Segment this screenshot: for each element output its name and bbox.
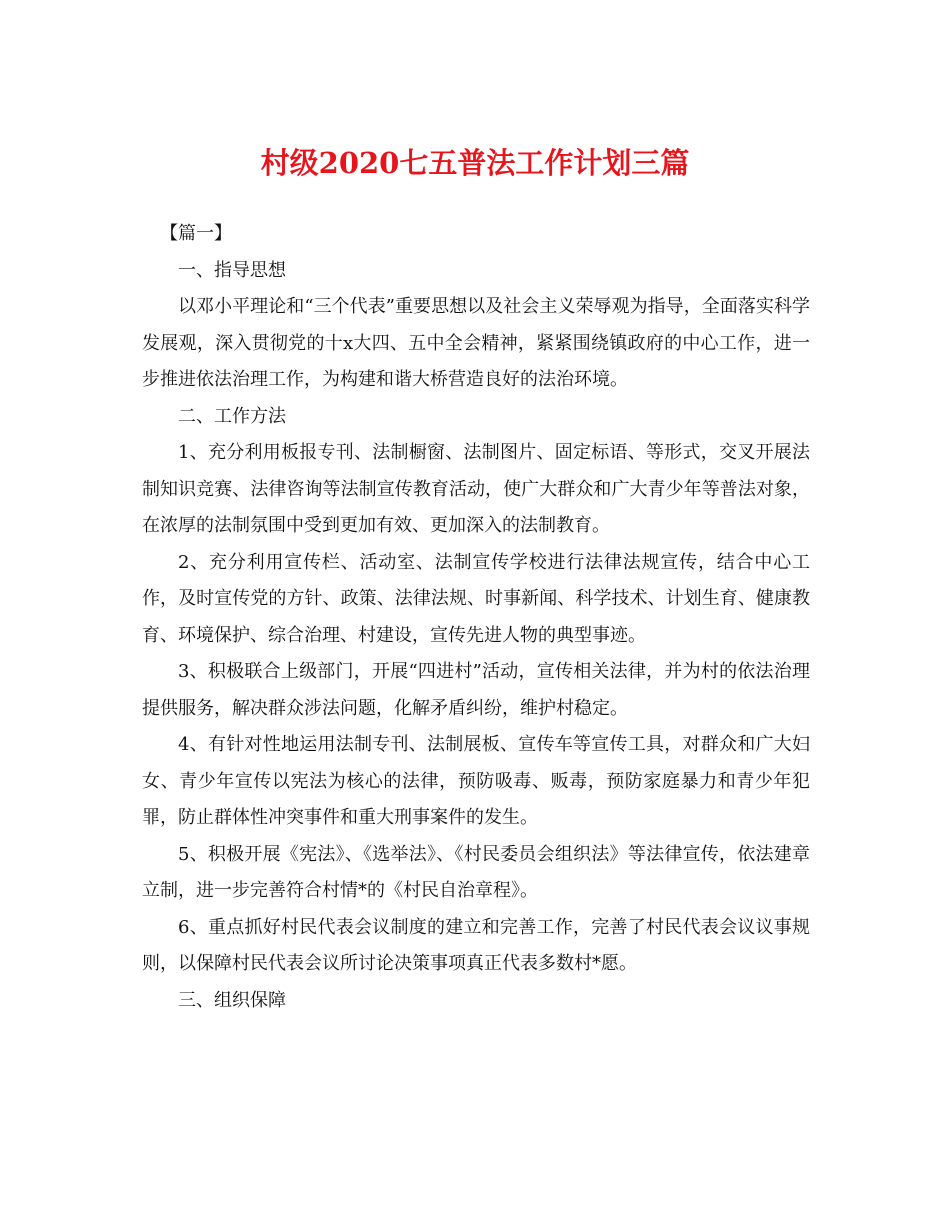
- heading-guiding-thought: 一、指导思想: [178, 259, 286, 281]
- heading-organization: 三、组织保障: [178, 989, 286, 1011]
- document-title: 村级2020七五普法工作计划三篇: [260, 146, 690, 180]
- paragraph-method-2: 2、充分利用宣传栏、活动室、法制宣传学校进行法律法规宣传，结合中心工作，及时宣传党的方针、政策、法律法规、时事新闻、科学技术、计划生育、健康教育、环境保护、综合治理、村建设，宣传先进人物的典型事迹。: [142, 551, 810, 646]
- paragraph-method-6: 6、重点抓好村民代表会议制度的建立和完善工作，完善了村民代表会议议事规则，以保障村民代表会议所讨论决策事项真正代表多数村*愿。: [142, 916, 810, 974]
- document-body: [142, 216, 810, 1019]
- paragraph-method-4: 4、有针对性地运用法制专刊、法制展板、宣传车等宣传工具，对群众和广大妇女、青少年宣传以宪法为核心的法律，预防吸毒、贩毒，预防家庭暴力和青少年犯罪，防止群体性冲突事件和重大刑事案件的发生。: [142, 734, 810, 828]
- paragraph-method-3: 3、积极联合上级部门，开展“四进村”活动，宣传相关法律，并为村的依法治理提供服务，解决群众涉法问题，化解矛盾纠纷，维护村稳定。: [142, 661, 810, 719]
- heading-work-methods: 二、工作方法: [178, 405, 286, 427]
- paragraph-method-5: 5、积极开展《宪法》、《选举法》、《村民委员会组织法》等法律宣传，依法建章立制，进一步完善符合村情*的《村民自治章程》。: [142, 843, 810, 901]
- paragraph-guiding-thought: 以邓小平理论和“三个代表”重要思想以及社会主义荣辱观为指导，全面落实科学发展观，深入贯彻党的十x大四、五中全会精神，紧紧围绕镇政府的中心工作，进一步推进依法治理工作，为构建和谐大桥营造良好的法治环境。: [142, 296, 810, 390]
- section-marker: 【篇一】: [160, 223, 232, 244]
- paragraph-method-1: 1、充分利用板报专刊、法制橱窗、法制图片、固定标语、等形式，交叉开展法制知识竞赛、法律咨询等法制宣传教育活动，使广大群众和广大青少年等普法对象，在浓厚的法制氛围中受到更加有效、更加深入的法制教育。: [142, 442, 810, 536]
